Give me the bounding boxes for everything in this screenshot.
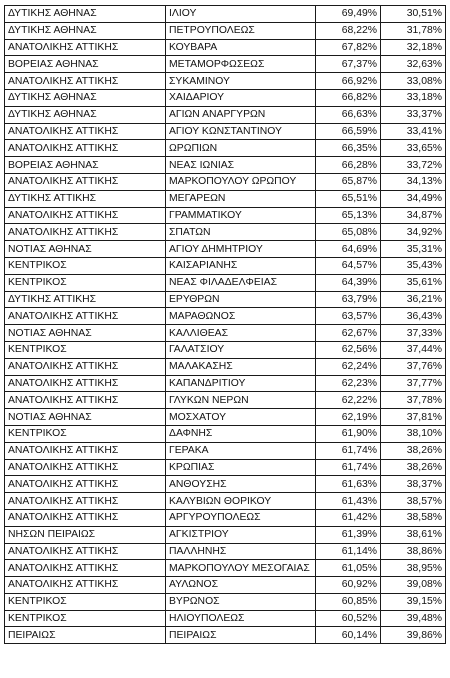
table-row: [5, 73, 446, 90]
percent-b-cell: 32,18%: [381, 39, 446, 56]
percent-a-cell: 68,22%: [316, 22, 381, 39]
percent-b-cell: 39,15%: [381, 593, 446, 610]
municipality-cell: ΓΡΑΜΜΑΤΙΚΟΥ: [166, 207, 316, 224]
percent-a-cell: 66,59%: [316, 123, 381, 140]
municipality-cell: ΑΝΘΟΥΣΗΣ: [166, 476, 316, 493]
region-cell: ΑΝΑΤΟΛΙΚΗΣ ΑΤΤΙΚΗΣ: [5, 543, 166, 560]
percent-a-cell: 61,14%: [316, 543, 381, 560]
municipality-cell: ΜΑΡΚΟΠΟΥΛΟΥ ΜΕΣΟΓΑΙΑΣ: [166, 560, 316, 577]
table-row: [5, 325, 446, 342]
municipality-cell: ΑΓΙΟΥ ΔΗΜΗΤΡΙΟΥ: [166, 241, 316, 258]
table-row: [5, 308, 446, 325]
percent-b-cell: 34,92%: [381, 224, 446, 241]
municipality-cell: ΚΑΛΥΒΙΩΝ ΘΟΡΙΚΟΥ: [166, 493, 316, 510]
percent-a-cell: 61,42%: [316, 509, 381, 526]
region-cell: ΑΝΑΤΟΛΙΚΗΣ ΑΤΤΙΚΗΣ: [5, 560, 166, 577]
percent-a-cell: 64,69%: [316, 241, 381, 258]
percent-a-cell: 63,79%: [316, 291, 381, 308]
percent-a-cell: 61,63%: [316, 476, 381, 493]
municipality-cell: ΜΟΣΧΑΤΟΥ: [166, 409, 316, 426]
results-table: [4, 5, 446, 644]
percent-b-cell: 30,51%: [381, 6, 446, 23]
region-cell: ΑΝΑΤΟΛΙΚΗΣ ΑΤΤΙΚΗΣ: [5, 577, 166, 594]
table-row: [5, 56, 446, 73]
percent-a-cell: 60,85%: [316, 593, 381, 610]
percent-b-cell: 35,43%: [381, 257, 446, 274]
table-row: [5, 358, 446, 375]
percent-b-cell: 39,08%: [381, 577, 446, 594]
region-cell: ΑΝΑΤΟΛΙΚΗΣ ΑΤΤΙΚΗΣ: [5, 442, 166, 459]
region-cell: ΑΝΑΤΟΛΙΚΗΣ ΑΤΤΙΚΗΣ: [5, 73, 166, 90]
region-cell: ΔΥΤΙΚΗΣ ΑΘΗΝΑΣ: [5, 22, 166, 39]
region-cell: ΑΝΑΤΟΛΙΚΗΣ ΑΤΤΙΚΗΣ: [5, 375, 166, 392]
municipality-cell: ΚΑΙΣΑΡΙΑΝΗΣ: [166, 257, 316, 274]
percent-b-cell: 38,26%: [381, 442, 446, 459]
table-row: [5, 509, 446, 526]
municipality-cell: ΜΕΤΑΜΟΡΦΩΣΕΩΣ: [166, 56, 316, 73]
region-cell: ΑΝΑΤΟΛΙΚΗΣ ΑΤΤΙΚΗΣ: [5, 173, 166, 190]
percent-b-cell: 34,49%: [381, 190, 446, 207]
municipality-cell: ΩΡΩΠΙΩΝ: [166, 140, 316, 157]
region-cell: ΠΕΙΡΑΙΩΣ: [5, 627, 166, 644]
percent-b-cell: 37,76%: [381, 358, 446, 375]
results-table-body: [5, 6, 446, 644]
region-cell: ΒΟΡΕΙΑΣ ΑΘΗΝΑΣ: [5, 56, 166, 73]
results-sheet: [4, 5, 446, 644]
region-cell: ΑΝΑΤΟΛΙΚΗΣ ΑΤΤΙΚΗΣ: [5, 476, 166, 493]
percent-b-cell: 38,95%: [381, 560, 446, 577]
table-row: [5, 39, 446, 56]
percent-b-cell: 38,10%: [381, 425, 446, 442]
percent-a-cell: 67,82%: [316, 39, 381, 56]
municipality-cell: ΓΛΥΚΩΝ ΝΕΡΩΝ: [166, 392, 316, 409]
table-row: [5, 173, 446, 190]
table-row: [5, 409, 446, 426]
municipality-cell: ΑΥΛΩΝΟΣ: [166, 577, 316, 594]
percent-a-cell: 69,49%: [316, 6, 381, 23]
percent-a-cell: 65,08%: [316, 224, 381, 241]
table-row: [5, 6, 446, 23]
region-cell: ΚΕΝΤΡΙΚΟΣ: [5, 257, 166, 274]
percent-b-cell: 39,86%: [381, 627, 446, 644]
percent-a-cell: 62,19%: [316, 409, 381, 426]
municipality-cell: ΜΑΛΑΚΑΣΗΣ: [166, 358, 316, 375]
percent-a-cell: 61,05%: [316, 560, 381, 577]
percent-b-cell: 39,48%: [381, 610, 446, 627]
region-cell: ΝΗΣΩΝ ΠΕΙΡΑΙΩΣ: [5, 526, 166, 543]
percent-a-cell: 65,13%: [316, 207, 381, 224]
percent-b-cell: 36,21%: [381, 291, 446, 308]
table-row: [5, 241, 446, 258]
municipality-cell: ΑΡΓΥΡΟΥΠΟΛΕΩΣ: [166, 509, 316, 526]
table-row: [5, 493, 446, 510]
region-cell: ΚΕΝΤΡΙΚΟΣ: [5, 425, 166, 442]
percent-a-cell: 66,63%: [316, 106, 381, 123]
table-row: [5, 392, 446, 409]
percent-a-cell: 62,56%: [316, 341, 381, 358]
percent-a-cell: 63,57%: [316, 308, 381, 325]
table-row: [5, 425, 446, 442]
table-row: [5, 291, 446, 308]
percent-b-cell: 37,81%: [381, 409, 446, 426]
table-row: [5, 89, 446, 106]
table-row: [5, 207, 446, 224]
percent-b-cell: 37,77%: [381, 375, 446, 392]
table-row: [5, 593, 446, 610]
region-cell: ΑΝΑΤΟΛΙΚΗΣ ΑΤΤΙΚΗΣ: [5, 39, 166, 56]
table-row: [5, 274, 446, 291]
region-cell: ΚΕΝΤΡΙΚΟΣ: [5, 274, 166, 291]
region-cell: ΚΕΝΤΡΙΚΟΣ: [5, 610, 166, 627]
percent-b-cell: 33,37%: [381, 106, 446, 123]
municipality-cell: ΝΕΑΣ ΦΙΛΑΔΕΛΦΕΙΑΣ: [166, 274, 316, 291]
percent-a-cell: 62,22%: [316, 392, 381, 409]
percent-a-cell: 66,82%: [316, 89, 381, 106]
percent-b-cell: 33,72%: [381, 157, 446, 174]
municipality-cell: ΚΟΥΒΑΡΑ: [166, 39, 316, 56]
table-row: [5, 140, 446, 157]
percent-a-cell: 60,14%: [316, 627, 381, 644]
percent-b-cell: 35,31%: [381, 241, 446, 258]
percent-b-cell: 38,37%: [381, 476, 446, 493]
region-cell: ΑΝΑΤΟΛΙΚΗΣ ΑΤΤΙΚΗΣ: [5, 509, 166, 526]
municipality-cell: ΠΑΛΛΗΝΗΣ: [166, 543, 316, 560]
table-row: [5, 442, 446, 459]
percent-b-cell: 37,44%: [381, 341, 446, 358]
percent-a-cell: 64,57%: [316, 257, 381, 274]
percent-b-cell: 33,41%: [381, 123, 446, 140]
municipality-cell: ΙΛΙΟΥ: [166, 6, 316, 23]
percent-b-cell: 38,58%: [381, 509, 446, 526]
municipality-cell: ΚΑΠΑΝΔΡΙΤΙΟΥ: [166, 375, 316, 392]
municipality-cell: ΣΠΑΤΩΝ: [166, 224, 316, 241]
percent-b-cell: 35,61%: [381, 274, 446, 291]
region-cell: ΑΝΑΤΟΛΙΚΗΣ ΑΤΤΙΚΗΣ: [5, 493, 166, 510]
percent-b-cell: 37,78%: [381, 392, 446, 409]
municipality-cell: ΜΑΡΑΘΩΝΟΣ: [166, 308, 316, 325]
region-cell: ΔΥΤΙΚΗΣ ΑΘΗΝΑΣ: [5, 6, 166, 23]
municipality-cell: ΜΑΡΚΟΠΟΥΛΟΥ ΩΡΩΠΟΥ: [166, 173, 316, 190]
percent-a-cell: 62,24%: [316, 358, 381, 375]
percent-b-cell: 38,26%: [381, 459, 446, 476]
percent-a-cell: 66,35%: [316, 140, 381, 157]
percent-b-cell: 36,43%: [381, 308, 446, 325]
municipality-cell: ΠΕΤΡΟΥΠΟΛΕΩΣ: [166, 22, 316, 39]
percent-b-cell: 38,57%: [381, 493, 446, 510]
table-row: [5, 22, 446, 39]
municipality-cell: ΗΛΙΟΥΠΟΛΕΩΣ: [166, 610, 316, 627]
percent-b-cell: 34,13%: [381, 173, 446, 190]
table-row: [5, 476, 446, 493]
percent-a-cell: 61,43%: [316, 493, 381, 510]
region-cell: ΔΥΤΙΚΗΣ ΑΤΤΙΚΗΣ: [5, 190, 166, 207]
region-cell: ΔΥΤΙΚΗΣ ΑΤΤΙΚΗΣ: [5, 291, 166, 308]
percent-b-cell: 38,61%: [381, 526, 446, 543]
percent-a-cell: 61,74%: [316, 442, 381, 459]
municipality-cell: ΠΕΙΡΑΙΩΣ: [166, 627, 316, 644]
table-row: [5, 257, 446, 274]
table-row: [5, 375, 446, 392]
municipality-cell: ΑΓΙΩΝ ΑΝΑΡΓΥΡΩΝ: [166, 106, 316, 123]
municipality-cell: ΑΓΚΙΣΤΡΙΟΥ: [166, 526, 316, 543]
municipality-cell: ΜΕΓΑΡΕΩΝ: [166, 190, 316, 207]
percent-b-cell: 34,87%: [381, 207, 446, 224]
table-row: [5, 157, 446, 174]
percent-a-cell: 67,37%: [316, 56, 381, 73]
region-cell: ΑΝΑΤΟΛΙΚΗΣ ΑΤΤΙΚΗΣ: [5, 140, 166, 157]
municipality-cell: ΓΑΛΑΤΣΙΟΥ: [166, 341, 316, 358]
municipality-cell: ΔΑΦΝΗΣ: [166, 425, 316, 442]
percent-a-cell: 61,90%: [316, 425, 381, 442]
percent-a-cell: 64,39%: [316, 274, 381, 291]
region-cell: ΑΝΑΤΟΛΙΚΗΣ ΑΤΤΙΚΗΣ: [5, 459, 166, 476]
percent-a-cell: 60,52%: [316, 610, 381, 627]
table-row: [5, 190, 446, 207]
percent-a-cell: 66,28%: [316, 157, 381, 174]
municipality-cell: ΣΥΚΑΜΙΝΟΥ: [166, 73, 316, 90]
percent-a-cell: 60,92%: [316, 577, 381, 594]
percent-b-cell: 38,86%: [381, 543, 446, 560]
region-cell: ΝΟΤΙΑΣ ΑΘΗΝΑΣ: [5, 325, 166, 342]
percent-b-cell: 31,78%: [381, 22, 446, 39]
region-cell: ΒΟΡΕΙΑΣ ΑΘΗΝΑΣ: [5, 157, 166, 174]
table-row: [5, 577, 446, 594]
municipality-cell: ΓΕΡΑΚΑ: [166, 442, 316, 459]
percent-b-cell: 33,18%: [381, 89, 446, 106]
region-cell: ΚΕΝΤΡΙΚΟΣ: [5, 593, 166, 610]
region-cell: ΑΝΑΤΟΛΙΚΗΣ ΑΤΤΙΚΗΣ: [5, 224, 166, 241]
region-cell: ΑΝΑΤΟΛΙΚΗΣ ΑΤΤΙΚΗΣ: [5, 207, 166, 224]
municipality-cell: ΒΥΡΩΝΟΣ: [166, 593, 316, 610]
table-row: [5, 341, 446, 358]
region-cell: ΔΥΤΙΚΗΣ ΑΘΗΝΑΣ: [5, 106, 166, 123]
municipality-cell: ΕΡΥΘΡΩΝ: [166, 291, 316, 308]
table-row: [5, 224, 446, 241]
region-cell: ΑΝΑΤΟΛΙΚΗΣ ΑΤΤΙΚΗΣ: [5, 123, 166, 140]
percent-b-cell: 33,08%: [381, 73, 446, 90]
table-row: [5, 106, 446, 123]
region-cell: ΝΟΤΙΑΣ ΑΘΗΝΑΣ: [5, 409, 166, 426]
table-row: [5, 610, 446, 627]
percent-b-cell: 32,63%: [381, 56, 446, 73]
municipality-cell: ΧΑΙΔΑΡΙΟΥ: [166, 89, 316, 106]
percent-a-cell: 65,51%: [316, 190, 381, 207]
region-cell: ΑΝΑΤΟΛΙΚΗΣ ΑΤΤΙΚΗΣ: [5, 308, 166, 325]
percent-b-cell: 37,33%: [381, 325, 446, 342]
percent-a-cell: 62,67%: [316, 325, 381, 342]
percent-a-cell: 61,74%: [316, 459, 381, 476]
region-cell: ΝΟΤΙΑΣ ΑΘΗΝΑΣ: [5, 241, 166, 258]
percent-a-cell: 66,92%: [316, 73, 381, 90]
percent-b-cell: 33,65%: [381, 140, 446, 157]
municipality-cell: ΝΕΑΣ ΙΩΝΙΑΣ: [166, 157, 316, 174]
region-cell: ΚΕΝΤΡΙΚΟΣ: [5, 341, 166, 358]
table-row: [5, 123, 446, 140]
table-row: [5, 560, 446, 577]
table-row: [5, 543, 446, 560]
percent-a-cell: 61,39%: [316, 526, 381, 543]
municipality-cell: ΚΑΛΛΙΘΕΑΣ: [166, 325, 316, 342]
table-row: [5, 627, 446, 644]
percent-a-cell: 62,23%: [316, 375, 381, 392]
region-cell: ΔΥΤΙΚΗΣ ΑΘΗΝΑΣ: [5, 89, 166, 106]
table-row: [5, 526, 446, 543]
percent-a-cell: 65,87%: [316, 173, 381, 190]
municipality-cell: ΚΡΩΠΙΑΣ: [166, 459, 316, 476]
municipality-cell: ΑΓΙΟΥ ΚΩΝΣΤΑΝΤΙΝΟΥ: [166, 123, 316, 140]
region-cell: ΑΝΑΤΟΛΙΚΗΣ ΑΤΤΙΚΗΣ: [5, 392, 166, 409]
region-cell: ΑΝΑΤΟΛΙΚΗΣ ΑΤΤΙΚΗΣ: [5, 358, 166, 375]
table-row: [5, 459, 446, 476]
